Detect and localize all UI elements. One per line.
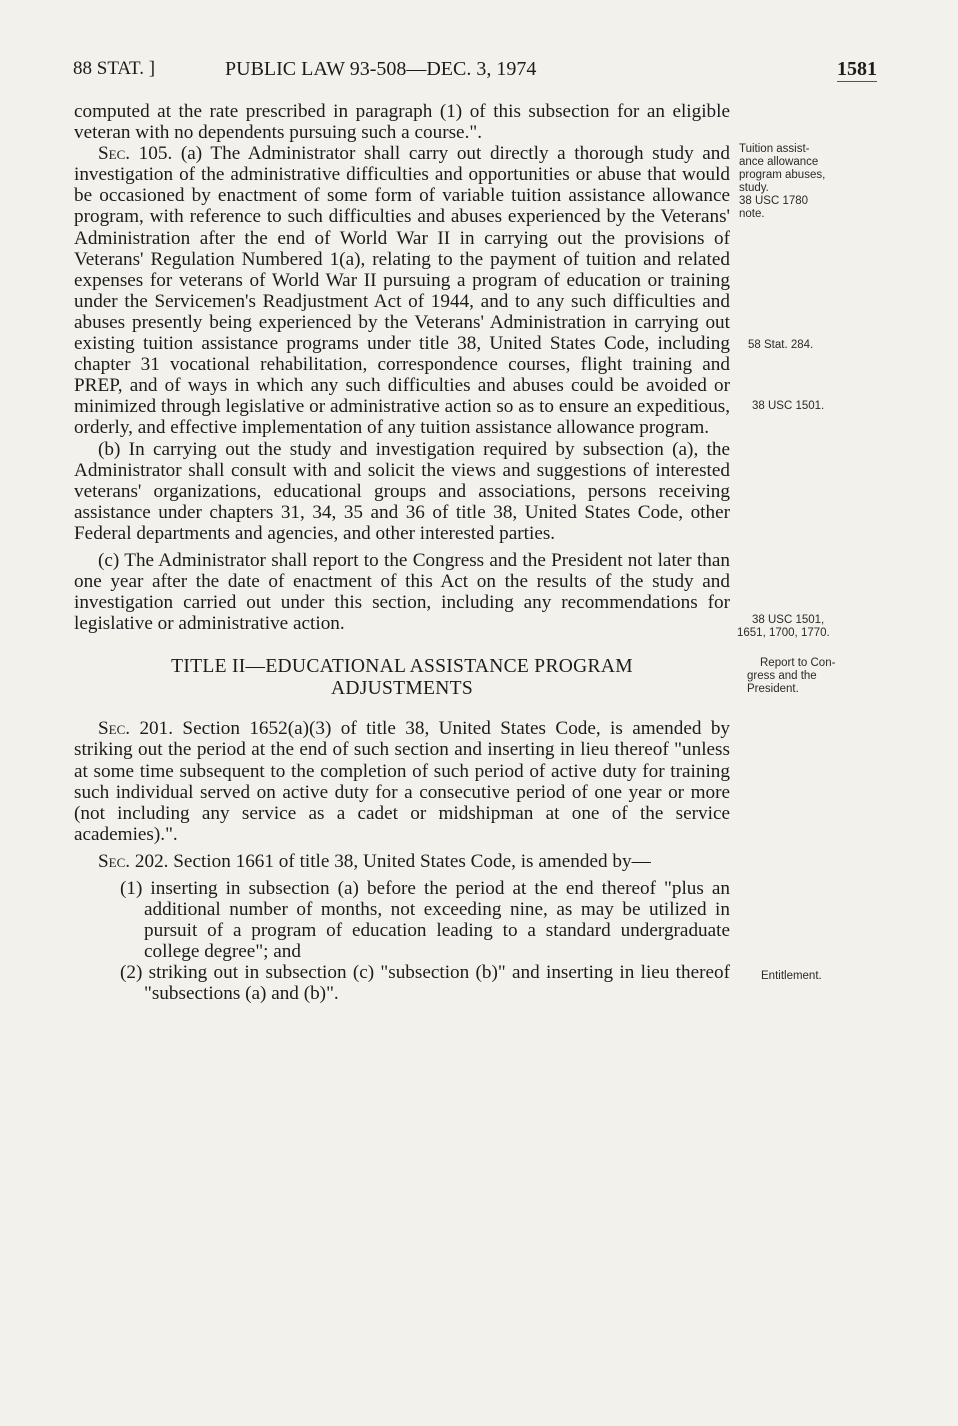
list-item: (2) striking out in subsection (c) "subsection (b)" and inserting in lieu thereof "subsections (a) and (b)". bbox=[120, 962, 730, 1005]
margin-note-usc-list: 38 USC 1501, 1651, 1700, 1770. bbox=[737, 614, 830, 639]
margin-note-tuition: Tuition assist- ance allowance program abuses, study. 38 USC 1780 note. bbox=[739, 143, 826, 220]
section-text: (a) The Administrator shall carry out directly a thorough study and investigation of the administrative difficulties and opportunities or abuse that would be occasioned by enactment of some form of variable tuition assistance allowance program, with reference to such difficulties and abuses experienced by the Veterans' Administration after the end of World War II in carrying out the provisions of Veterans' Regulation Numbered 1(a), relating to the payment of tuition and related expenses for veterans of World War II pursuing a program of education or training under the Servicemen's Readjustment Act of 1944, and to any such difficulties and abuses presently being experienced by the Veterans' Administration in carrying out existing tuition assistance programs under title 38, United States Code, including chapter 31 vocational rehabilitation, correspondence courses, flight training and PREP, and of ways in which any such difficulties and abuses could be avoided or minimized through legislative or administrative action so as to ensure an expeditious, orderly, and effective implementation of any tuition assistance allowance program. bbox=[74, 143, 730, 439]
margin-note-usc-1501: 38 USC 1501. bbox=[752, 400, 825, 412]
amendment-list bbox=[74, 878, 730, 1005]
section-text: Section 1652(a)(3) of title 38, United States Code, is amended by striking out the period at the end of such section and inserting in lieu thereof "unless at some time subsequent to the completion of such period of active duty for training such individual served on active duty for a consecutive period of one year or more (not including any service as a cadet or midshipman at one of the service academies).". bbox=[74, 718, 731, 845]
section-text: Section 1661 of title 38, United States Code, is amended by— bbox=[173, 850, 651, 872]
main-text bbox=[74, 101, 730, 1005]
section-105-b: (b) In carrying out the study and investigation required by subsection (a), the Administrator shall consult with and solicit the views and suggestions of interested veterans' organizations, educational groups and associations, persons receiving assistance under chapters 31, 34, 35 and 36 of title 38, United States Code, other Federal departments and agencies, and other interested parties. bbox=[74, 438, 730, 544]
page-number: 1581 bbox=[837, 58, 877, 80]
volume-citation: 88 STAT. ] bbox=[73, 58, 156, 79]
section-105-a bbox=[74, 143, 730, 438]
section-label: Sec. 201. bbox=[98, 718, 174, 740]
section-label: Sec. 202. bbox=[98, 850, 169, 872]
paragraph-continuation: computed at the rate prescribed in paragraph (1) of this subsection for an eligible veteran with no dependents pursuing such a course.". bbox=[74, 101, 730, 144]
title-line-2: ADJUSTMENTS bbox=[331, 678, 473, 700]
margin-note-report: Report to Con- gress and the President. bbox=[747, 657, 836, 695]
title-heading bbox=[74, 656, 730, 700]
list-item: (1) inserting in subsection (a) before the period at the end thereof "plus an additional number of months, not exceeding nine, as may be utilized in pursuit of a program of education leading to a standard undergraduate college degree"; and bbox=[120, 878, 730, 963]
section-202 bbox=[74, 851, 730, 872]
section-201 bbox=[74, 718, 730, 845]
margin-note-entitlement: Entitlement. bbox=[761, 970, 822, 982]
running-title: PUBLIC LAW 93-508—DEC. 3, 1974 bbox=[225, 58, 537, 80]
section-label: Sec. 105. bbox=[98, 143, 173, 165]
section-105-c: (c) The Administrator shall report to the Congress and the President not later than one year after the date of enactment of this Act on the results of the study and investigation carried out under this section, including any recommendations for legislative or administrative action. bbox=[74, 549, 730, 635]
title-line-1: TITLE II—EDUCATIONAL ASSISTANCE PROGRAM bbox=[171, 656, 633, 678]
margin-note-stat: 58 Stat. 284. bbox=[748, 339, 814, 351]
page-header bbox=[73, 58, 877, 88]
